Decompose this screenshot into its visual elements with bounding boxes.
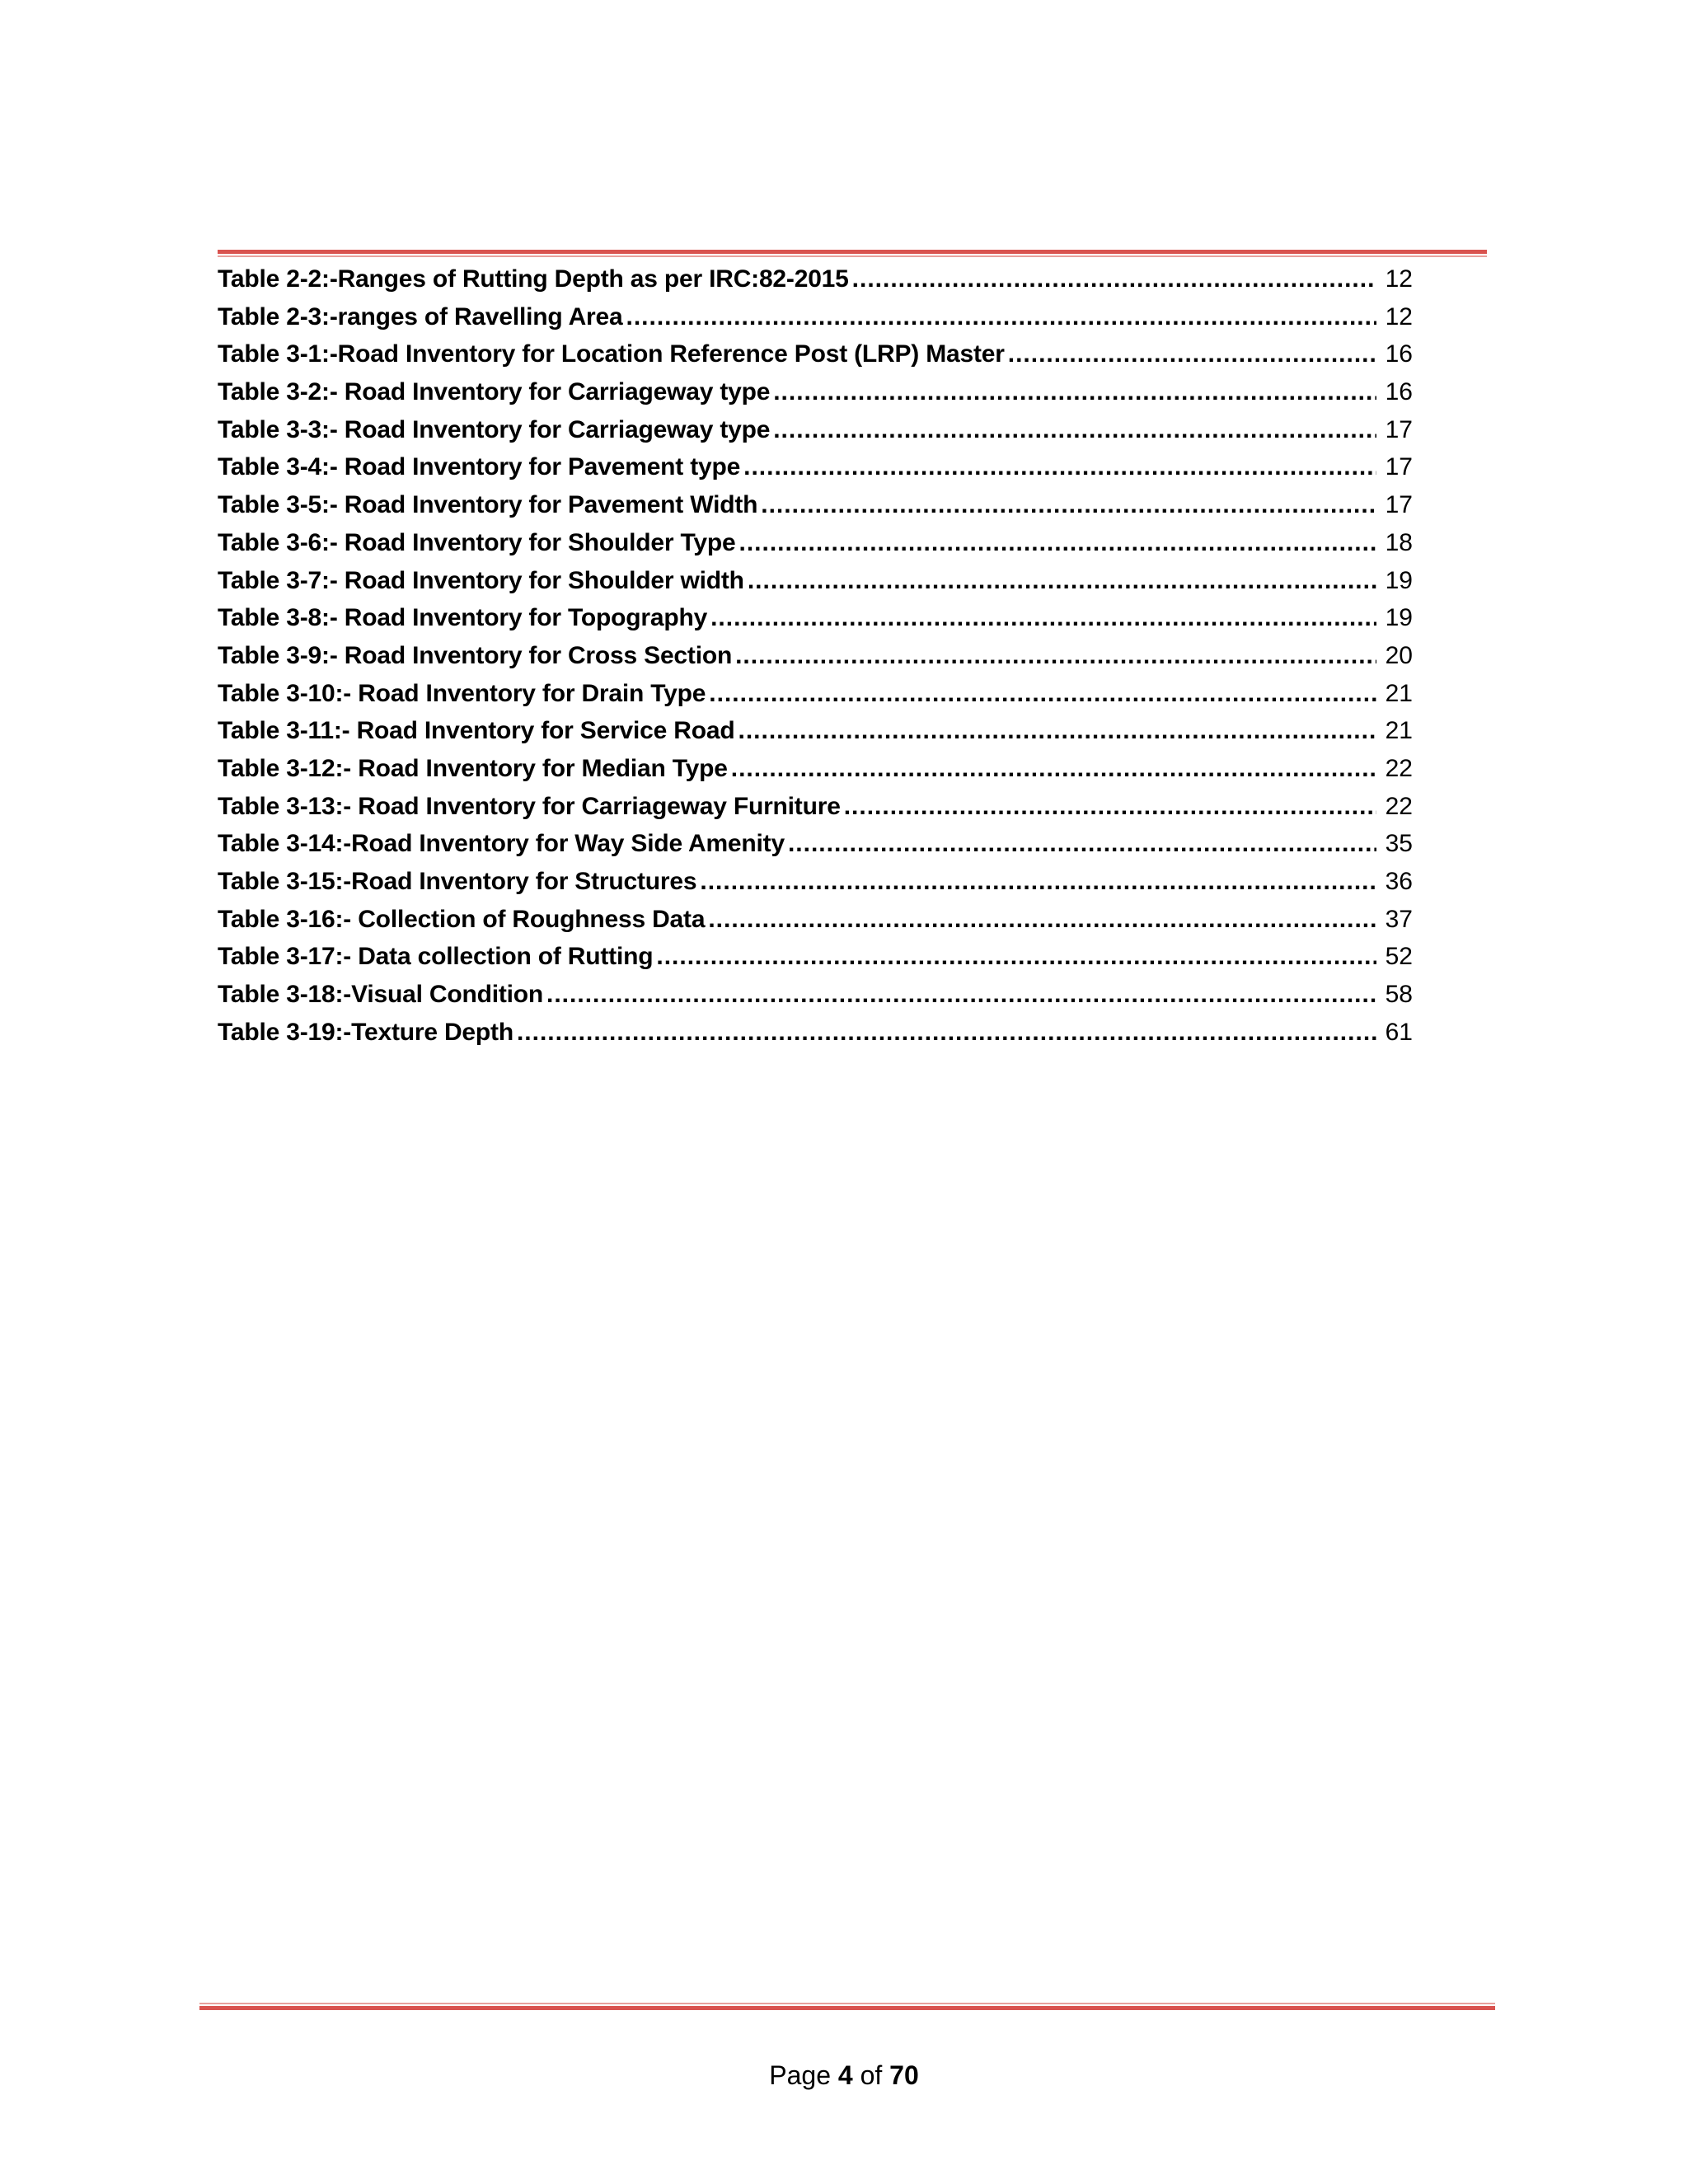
toc-entry-title[interactable]: Table 3-8:- Road Inventory for Topography: [218, 604, 708, 632]
toc-entry-page-number[interactable]: 36: [1385, 868, 1413, 895]
toc-entry[interactable]: [218, 562, 1413, 600]
toc-entry-title[interactable]: Table 3-12:- Road Inventory for Median Type: [218, 754, 728, 782]
toc-entry-page-number[interactable]: 17: [1385, 415, 1413, 443]
toc-entry-page-number[interactable]: 16: [1385, 340, 1413, 368]
toc-entry-title[interactable]: Table 3-16:- Collection of Roughness Data: [218, 905, 706, 933]
toc-entry-page-number[interactable]: 19: [1385, 566, 1413, 594]
toc-entry-title[interactable]: Table 3-1:-Road Inventory for Location Reference Post (LRP) Master: [218, 340, 1005, 368]
toc-entry-title[interactable]: Table 2-3:-ranges of Ravelling Area: [218, 302, 623, 330]
toc-entry[interactable]: [218, 675, 1413, 713]
toc-entry-page-number[interactable]: 17: [1385, 453, 1413, 481]
toc-entry[interactable]: [218, 1014, 1413, 1052]
toc-entry-title[interactable]: Table 3-6:- Road Inventory for Shoulder Type: [218, 528, 736, 556]
toc-entry-page-number[interactable]: 17: [1385, 491, 1413, 519]
toc-entry-page-number[interactable]: 61: [1385, 1018, 1413, 1046]
toc-entry-page-number[interactable]: 20: [1385, 641, 1413, 669]
footer-rule-thick: [199, 2006, 1495, 2010]
toc-entry-page-number[interactable]: 37: [1385, 905, 1413, 933]
list-of-tables: [218, 260, 1413, 1051]
header-rule-thick: [218, 250, 1487, 254]
toc-entry-page-number[interactable]: 21: [1385, 717, 1413, 745]
toc-entry[interactable]: [218, 825, 1413, 863]
toc-entry-title[interactable]: Table 3-3:- Road Inventory for Carriageway type: [218, 415, 771, 443]
toc-entry[interactable]: [218, 448, 1413, 486]
toc-entry[interactable]: [218, 976, 1413, 1014]
toc-entry[interactable]: [218, 260, 1413, 298]
toc-entry-title[interactable]: Table 3-18:-Visual Condition: [218, 981, 544, 1009]
toc-entry[interactable]: [218, 863, 1413, 901]
toc-entry[interactable]: [218, 637, 1413, 675]
toc-entry[interactable]: [218, 335, 1413, 373]
toc-entry[interactable]: [218, 524, 1413, 562]
toc-dot-leader: [1008, 335, 1376, 373]
toc-entry[interactable]: [218, 599, 1413, 637]
footer-rule: [199, 2003, 1495, 2010]
page-number-footer: [0, 2060, 1688, 2091]
toc-dot-leader: [700, 863, 1376, 901]
toc-dot-leader: [731, 750, 1376, 788]
toc-dot-leader: [773, 373, 1376, 411]
page-prefix: Page: [769, 2060, 831, 2090]
toc-entry-title[interactable]: Table 3-2:- Road Inventory for Carriageway type: [218, 378, 771, 406]
header-rule: [218, 250, 1487, 257]
toc-entry-page-number[interactable]: 22: [1385, 792, 1413, 820]
toc-entry-title[interactable]: Table 2-2:-Ranges of Rutting Depth as per IRC:82-2015: [218, 265, 849, 293]
toc-dot-leader: [517, 1014, 1376, 1052]
toc-dot-leader: [773, 411, 1376, 449]
toc-entry-page-number[interactable]: 19: [1385, 604, 1413, 632]
toc-entry-page-number[interactable]: 52: [1385, 943, 1413, 971]
toc-dot-leader: [852, 260, 1376, 298]
header-rule-thin: [218, 255, 1487, 257]
toc-dot-leader: [738, 712, 1376, 750]
toc-dot-leader: [626, 298, 1376, 336]
total-pages-number: 70: [889, 2060, 919, 2090]
toc-entry-page-number[interactable]: 12: [1385, 265, 1413, 293]
toc-entry[interactable]: [218, 712, 1413, 750]
toc-dot-leader: [788, 825, 1376, 863]
toc-entry-page-number[interactable]: 18: [1385, 528, 1413, 556]
toc-entry-page-number[interactable]: 16: [1385, 378, 1413, 406]
toc-entry-title[interactable]: Table 3-14:-Road Inventory for Way Side Amenity: [218, 830, 785, 858]
toc-entry-title[interactable]: Table 3-4:- Road Inventory for Pavement type: [218, 453, 741, 481]
toc-entry-page-number[interactable]: 58: [1385, 981, 1413, 1009]
toc-entry-title[interactable]: Table 3-11:- Road Inventory for Service Road: [218, 717, 735, 745]
toc-entry-title[interactable]: Table 3-13:- Road Inventory for Carriageway Furniture: [218, 792, 841, 820]
toc-dot-leader: [710, 599, 1376, 637]
page-of-label: of: [860, 2060, 883, 2090]
toc-entry[interactable]: [218, 486, 1413, 524]
toc-dot-leader: [708, 901, 1376, 939]
toc-dot-leader: [546, 976, 1376, 1014]
toc-entry-title[interactable]: Table 3-7:- Road Inventory for Shoulder width: [218, 566, 744, 594]
toc-entry[interactable]: [218, 901, 1413, 939]
toc-entry[interactable]: [218, 938, 1413, 976]
current-page-number: 4: [837, 2060, 853, 2090]
toc-dot-leader: [656, 938, 1376, 976]
toc-dot-leader: [743, 448, 1376, 486]
toc-entry-page-number[interactable]: 22: [1385, 754, 1413, 782]
toc-entry[interactable]: [218, 750, 1413, 788]
toc-entry[interactable]: [218, 298, 1413, 336]
toc-entry-title[interactable]: Table 3-17:- Data collection of Rutting: [218, 943, 654, 971]
toc-entry-title[interactable]: Table 3-15:-Road Inventory for Structures: [218, 868, 697, 895]
toc-dot-leader: [761, 486, 1376, 524]
toc-entry-page-number[interactable]: 21: [1385, 679, 1413, 707]
toc-entry-title[interactable]: Table 3-10:- Road Inventory for Drain Type: [218, 679, 706, 707]
toc-entry-title[interactable]: Table 3-5:- Road Inventory for Pavement Width: [218, 491, 758, 519]
toc-entry-page-number[interactable]: 12: [1385, 302, 1413, 330]
toc-entry-title[interactable]: Table 3-19:-Texture Depth: [218, 1018, 513, 1046]
toc-entry-page-number[interactable]: 35: [1385, 830, 1413, 858]
toc-entry[interactable]: [218, 373, 1413, 411]
footer-rule-thin: [199, 2003, 1495, 2004]
toc-dot-leader: [735, 637, 1376, 675]
toc-entry[interactable]: [218, 788, 1413, 826]
toc-dot-leader: [709, 675, 1376, 713]
toc-entry-title[interactable]: Table 3-9:- Road Inventory for Cross Section: [218, 641, 733, 669]
toc-dot-leader: [844, 788, 1376, 826]
toc-dot-leader: [739, 524, 1377, 562]
toc-entry[interactable]: [218, 411, 1413, 449]
toc-dot-leader: [748, 562, 1376, 600]
